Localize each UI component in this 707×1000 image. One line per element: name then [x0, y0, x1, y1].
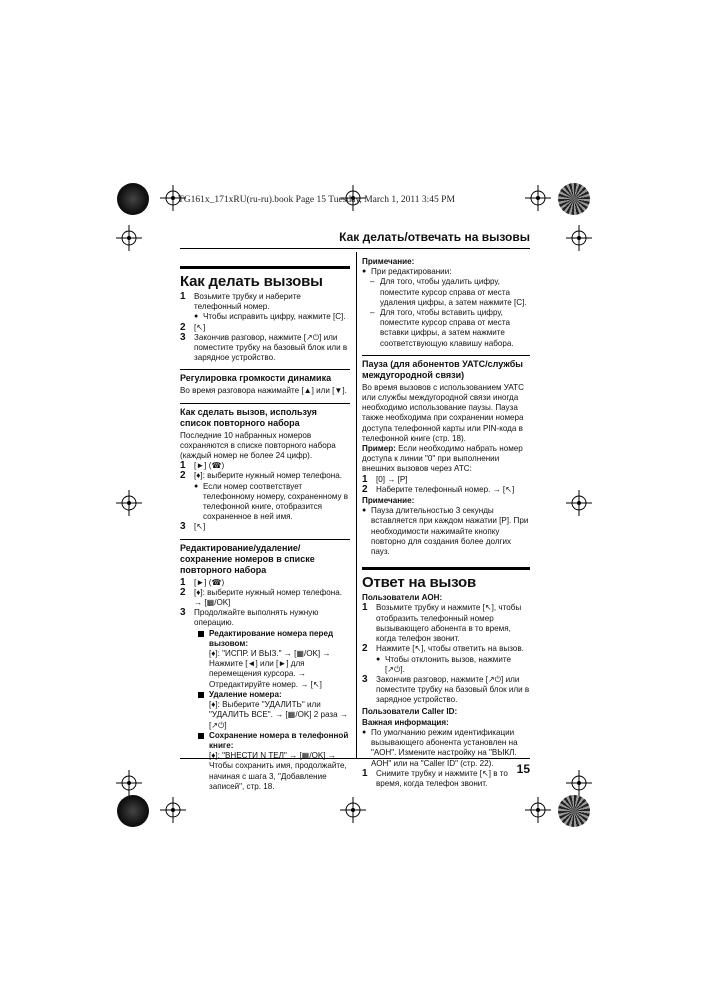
step: 1 [►] (☎)	[180, 576, 225, 588]
example-paragraph: Пример: Если необходимо набрать номер доступа к линии "0" при выполнении внешних вызовов через АТС:	[362, 444, 523, 474]
registration-mark-icon	[525, 185, 551, 211]
bullet-item: ● Если номер соответствует телефонному номеру, сохраненному в телефонной книге, отобразится сохраненное в ней имя.	[194, 481, 349, 522]
section-title: Ответ на вызов	[362, 567, 530, 591]
square-bullet-icon	[198, 629, 209, 690]
color-bar-circle-icon	[558, 795, 590, 827]
header-rule	[180, 248, 530, 249]
registration-mark-icon	[566, 490, 592, 516]
option-text: [♦]: Выберите "УДАЛИТЬ" или "УДАЛИТЬ ВСЕ". → [▦/OK] 2 раза → [↗⏻]	[209, 700, 348, 730]
step: 3 Закончив разговор, нажмите [↗⏻] или поместите трубку на базовый блок или в зарядное устройство.	[362, 673, 530, 705]
option-text: [♦]: "ИСПР. И ВЫЗ." → [▦/OK] → Нажмите [◄] или [►] для перемещения курсора. → Отредактируйте номер. → [↖]	[209, 649, 331, 689]
dash-item: – Для того, чтобы вставить цифру, поместите курсор справа от места вставки цифры, а затем нажмите соответствующую клавишу набора.	[370, 308, 514, 348]
step: 1 [0] → [P]	[362, 473, 408, 485]
registration-mark-icon	[525, 797, 551, 823]
option-title: Сохранение номера в телефонной книге:	[209, 730, 349, 750]
registration-mark-icon	[566, 225, 592, 251]
bullet-icon: ●	[362, 268, 367, 276]
bullet-item: ● Чтобы исправить цифру, нажмите [C].	[194, 312, 346, 322]
step: 3 Закончив разговор, нажмите [↗⏻] или поместите трубку на базовый блок или в зарядное устройство.	[180, 331, 348, 363]
paragraph: Последние 10 набранных номеров сохраняются в списке повторного набора (каждый номер не более 24 цифр).	[180, 430, 336, 461]
bullet-item: ● По умолчанию режим идентификации вызывающего абонента установлен на "АОН". Измените настройку на "ВЫКЛ. АОН" или на "Caller ID" (стр. 22).	[362, 727, 518, 768]
step: 1 Возьмите трубку и нажмите [↖], чтобы отобразить телефонный номер вызывающего абонента в то время, когда телефон звонит.	[362, 602, 522, 644]
bullet-item: ● Пауза длительностью 3 секунды вставляется при каждом нажатии [P]. При необходимости нажимайте кнопку повторно для создания более долгих пауз.	[362, 506, 529, 557]
step: 2 [↖]	[180, 321, 206, 333]
option-item	[180, 690, 350, 731]
step: 2 Наберите телефонный номер. → [↖]	[362, 483, 515, 495]
bullet-icon: ●	[362, 728, 367, 736]
callerid-label: Пользователи Caller ID:	[362, 706, 458, 716]
option-item	[180, 629, 350, 690]
subsection-title: Редактирование/удаление/сохранение номеров в списке повторного набора	[180, 539, 350, 576]
subsection-title: Регулировка громкости динамика	[180, 369, 350, 384]
bullet-icon: ●	[362, 507, 367, 515]
step: 1 [►] (☎)	[180, 460, 225, 472]
color-bar-circle-icon	[558, 183, 590, 215]
bullet-icon: ●	[194, 482, 199, 490]
step: 1 Возьмите трубку и наберите телефонный номер.	[180, 291, 301, 312]
registration-mark-icon	[116, 490, 142, 516]
aon-label: Пользователи АОН:	[362, 593, 443, 603]
registration-mark-icon	[116, 225, 142, 251]
square-bullet-icon	[198, 731, 209, 792]
option-text: [♦]: "ВНЕСТИ N ТЕЛ" → [▦/OK] → Чтобы сохранить имя, продолжайте, начиная с шага 3, "Добавление записей", стр. 18.	[209, 751, 347, 791]
option-title: Редактирование номера перед вызовом:	[209, 628, 334, 648]
bullet-icon: ●	[376, 655, 381, 663]
option-item	[180, 731, 350, 792]
color-bar-circle-icon	[117, 795, 149, 827]
note-label: Примечание:	[362, 257, 415, 266]
step: 2 Нажмите [↖], чтобы ответить на вызов.	[362, 643, 524, 655]
bullet-item: ● Чтобы отклонить вызов, нажмите [↗⏻].	[376, 654, 511, 674]
page-number: 15	[516, 762, 530, 776]
registration-mark-icon	[566, 770, 592, 796]
registration-mark-icon	[160, 797, 186, 823]
option-title: Удаление номера:	[209, 689, 282, 699]
left-column	[180, 256, 350, 792]
step: 3 Продолжайте выполнять нужную операцию.	[180, 607, 319, 628]
important-label: Важная информация:	[362, 717, 449, 727]
color-bar-circle-icon	[117, 183, 149, 215]
note-label: Примечание:	[362, 496, 415, 506]
step: 1 Снимите трубку и нажмите [↖] в то время, когда телефон звонит.	[362, 767, 508, 788]
step: 3 [↖]	[180, 521, 206, 533]
section-title: Как делать вызовы	[180, 266, 350, 290]
right-column	[362, 256, 530, 789]
step: 2 [♦]: выберите нужный номер телефона.	[180, 470, 342, 482]
paragraph: Во время вызовов с использованием УАТС или службы междугородной связи иногда необходимо использование паузы. Пауза также необходима при сохранении номера доступа телефонной карты или PIN-кода в телефонной книге (стр. 18).	[362, 382, 524, 443]
bullet-item: ● При редактировании:	[362, 267, 452, 277]
bullet-icon: ●	[194, 313, 199, 321]
step: 2 [♦]: выберите нужный номер телефона. → [▦/OK]	[180, 586, 342, 608]
file-info: TG161x_171xRU(ru-ru).book Page 15 Tuesday, March 1, 2011 3:45 PM	[178, 195, 455, 205]
subsection-title: Как сделать вызов, используя список повторного набора	[180, 403, 350, 429]
registration-mark-icon	[340, 797, 366, 823]
subsection-title: Пауза (для абонентов УАТС/службы междугородной связи)	[362, 355, 530, 381]
square-bullet-icon	[198, 690, 209, 731]
paragraph: Во время разговора нажимайте [▲] или [▼].	[180, 386, 347, 396]
running-head: Как делать/отвечать на вызовы	[339, 230, 530, 244]
registration-mark-icon	[116, 770, 142, 796]
column-divider	[356, 252, 357, 758]
dash-item: – Для того, чтобы удалить цифру, поместите курсор справа от места удаления цифры, а затем нажмите [C].	[370, 277, 527, 307]
